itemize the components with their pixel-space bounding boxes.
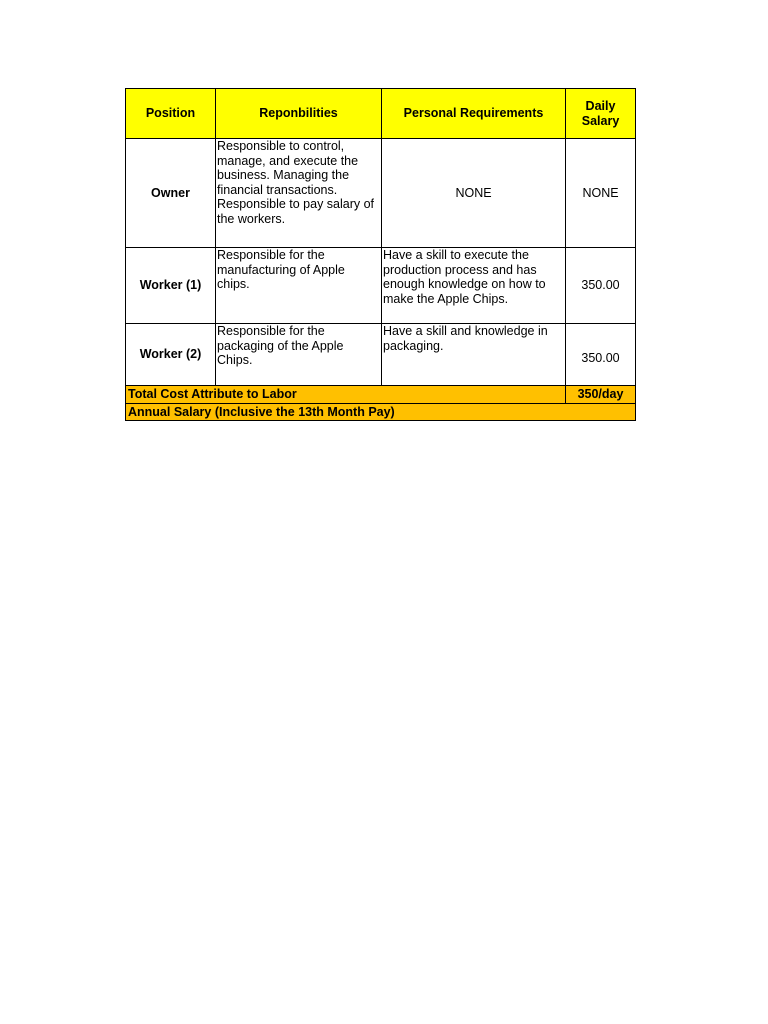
total-row	[126, 386, 636, 404]
header-position: Position	[126, 89, 216, 139]
table-row	[126, 139, 636, 248]
table-row	[126, 248, 636, 324]
row-position: Worker (1)	[126, 248, 216, 324]
total-label: Total Cost Attribute to Labor	[126, 386, 566, 404]
header-daily-salary: Daily Salary	[566, 89, 636, 139]
row-position: Owner	[126, 139, 216, 248]
row-position: Worker (2)	[126, 324, 216, 386]
row-requirements: Have a skill and knowledge in packaging.	[382, 324, 566, 386]
table-row	[126, 324, 636, 386]
row-requirements: Have a skill to execute the production process and has enough knowledge on how to make the Apple Chips.	[382, 248, 566, 324]
header-responsibilities: Reponbilities	[216, 89, 382, 139]
annual-label: Annual Salary (Inclusive the 13th Month Pay)	[126, 404, 566, 421]
total-value: 350/day	[566, 386, 636, 404]
row-salary: 350.00	[566, 248, 636, 324]
annual-row	[126, 404, 636, 421]
row-salary: NONE	[566, 139, 636, 248]
header-requirements: Personal Requirements	[382, 89, 566, 139]
annual-value	[566, 404, 636, 421]
table-header-row	[126, 89, 636, 139]
row-salary: 350.00	[566, 324, 636, 386]
row-responsibilities: Responsible for the packaging of the Apple Chips.	[216, 324, 382, 386]
row-responsibilities: Responsible to control, manage, and execute the business. Managing the financial transactions. Responsible to pay salary of the workers.	[216, 139, 382, 248]
row-requirements: NONE	[382, 139, 566, 248]
labor-cost-table	[125, 88, 636, 421]
row-responsibilities: Responsible for the manufacturing of Apple chips.	[216, 248, 382, 324]
